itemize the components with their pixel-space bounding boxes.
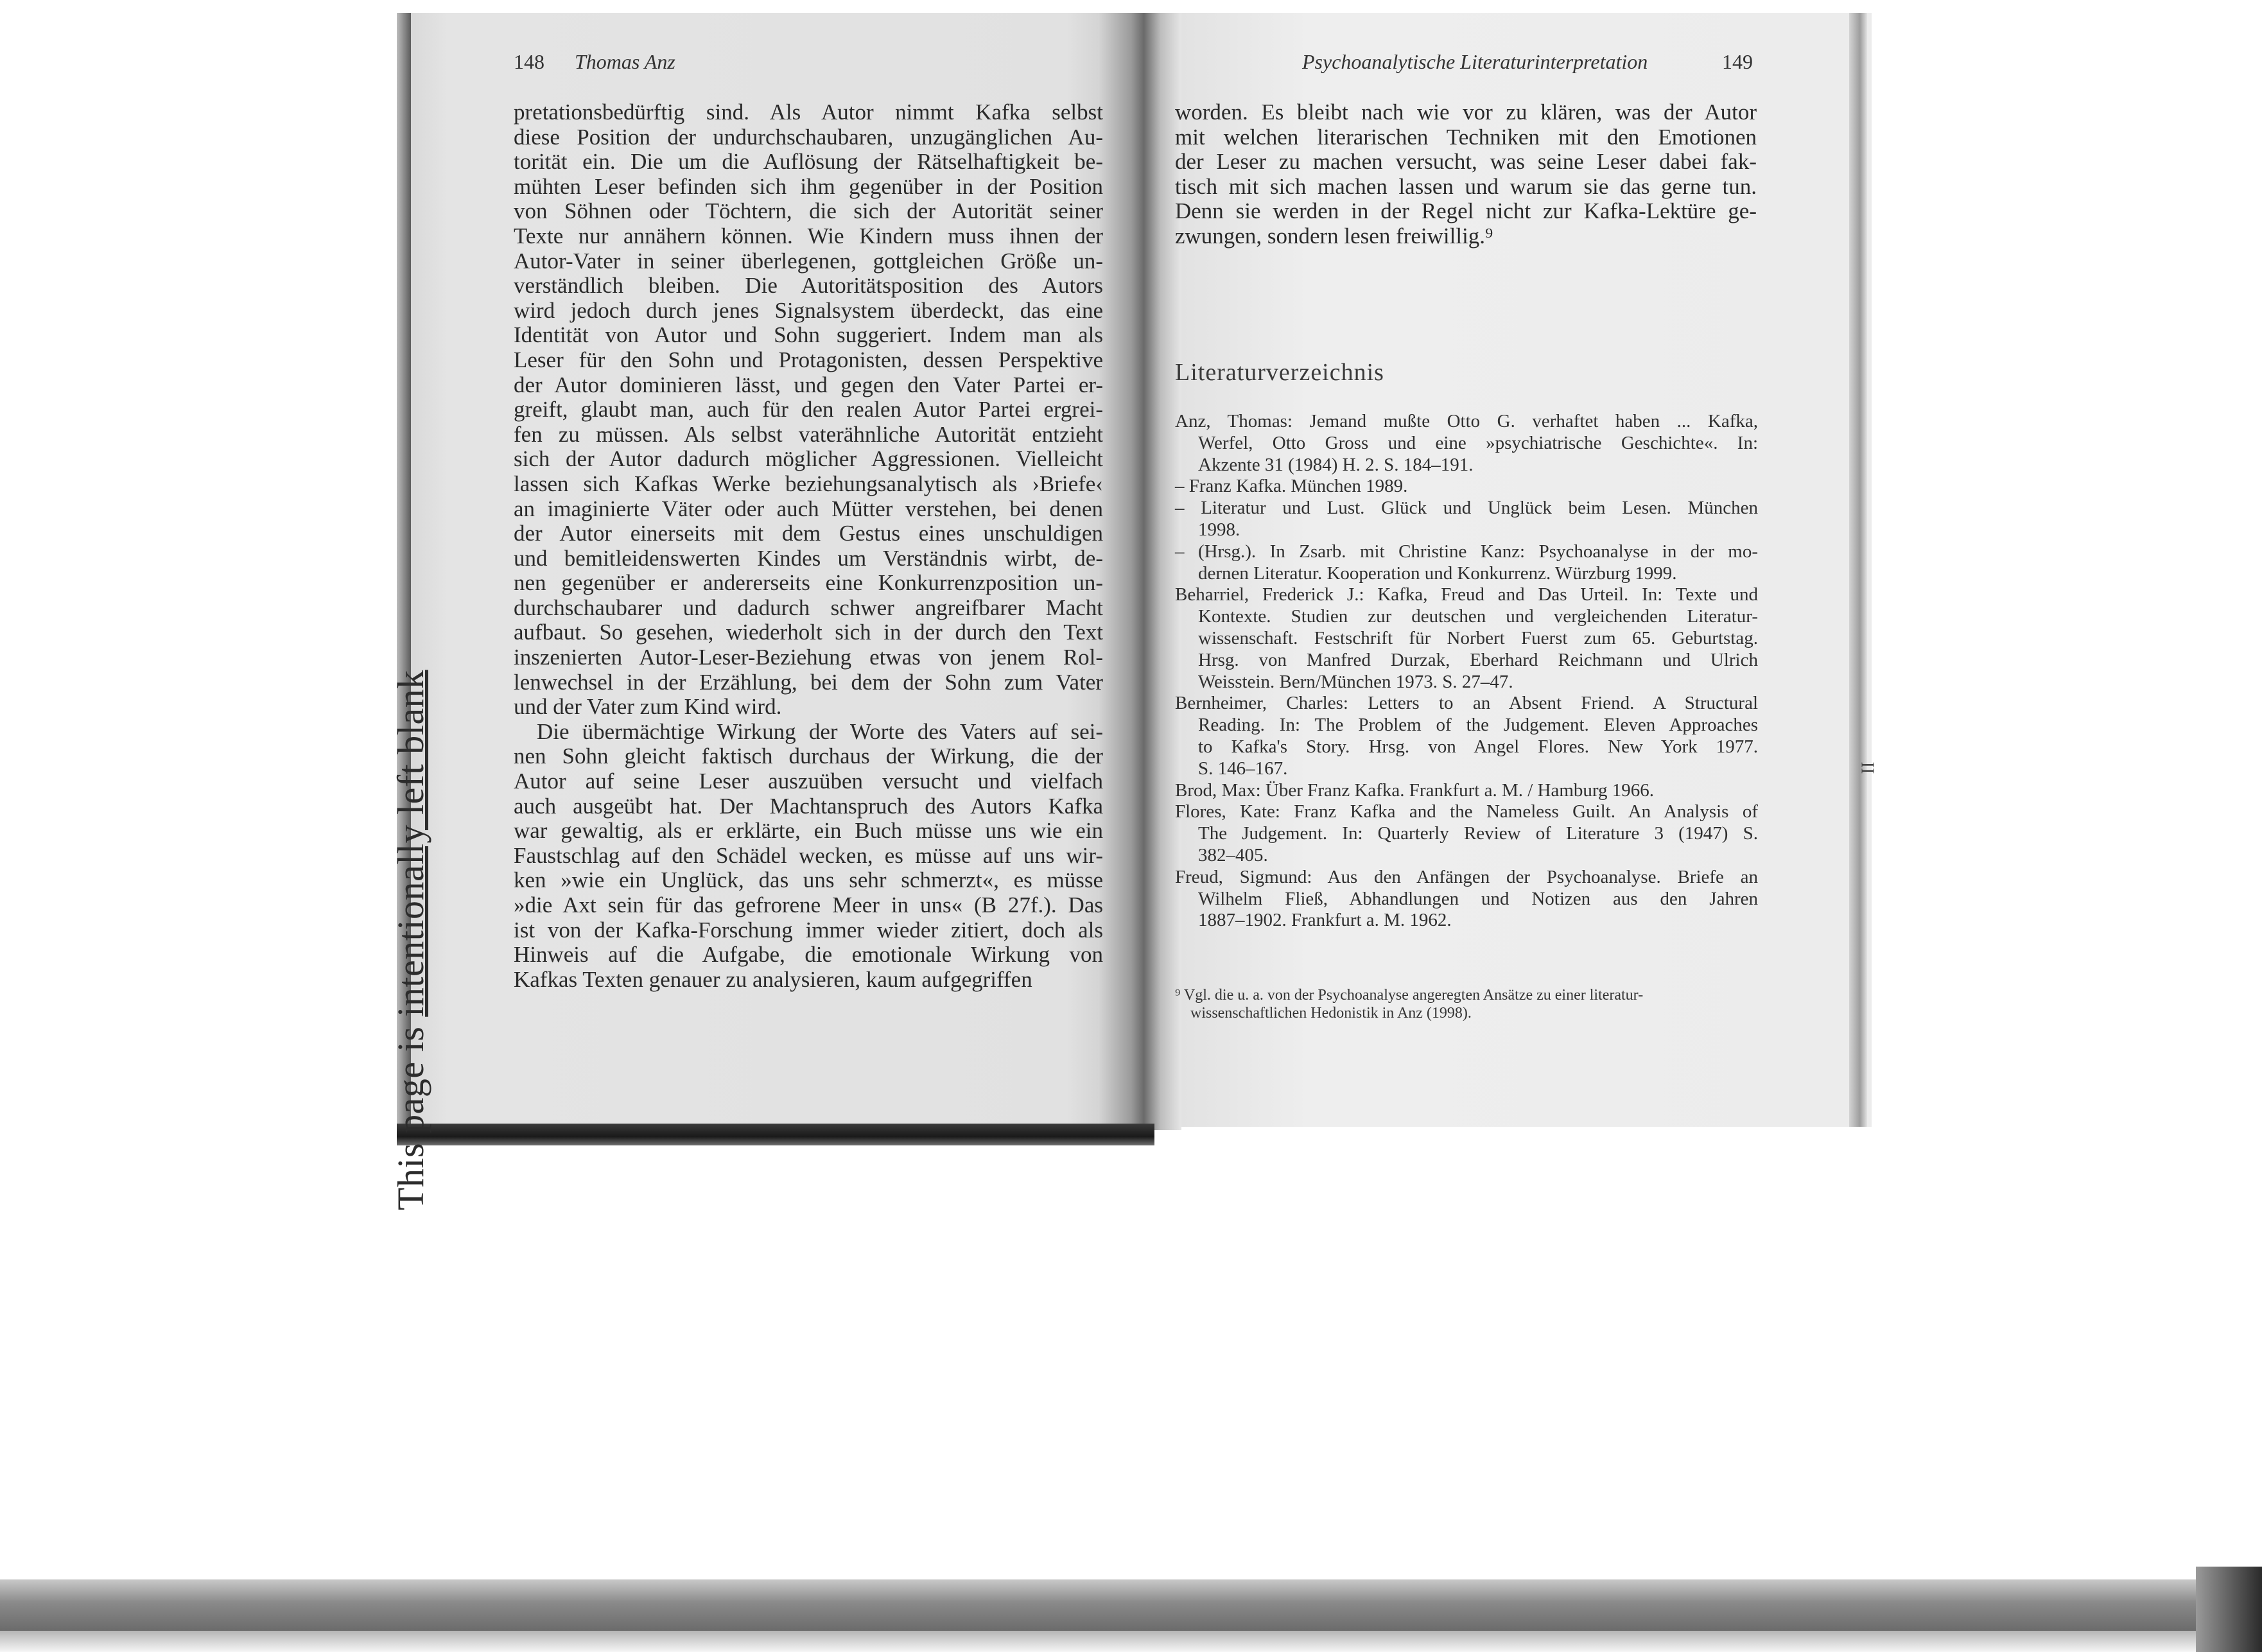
footnote-line: wissenschaftlichen Hedonistik in Anz (1998). [1190,1005,1472,1022]
reference-line: Werfel, Otto Gross und eine »psychiatrische Geschichte«. In: [1198,432,1758,453]
text-line: pretationsbedürftig sind. Als Autor nimmt Kafka selbst [514,100,1103,125]
reference-line: – Franz Kafka. München 1989. [1175,476,1408,497]
text-line: Autor auf seine Leser auszuüben versucht und vielfach [514,769,1103,794]
text-line: auch ausgeübt hat. Der Machtanspruch des Autors Kafka [514,793,1103,819]
text-line: tisch mit sich machen lassen und warum sie das gerne tun. [1175,173,1757,199]
scanner-corner-shadow [2196,1567,2262,1652]
reference-line: Hrsg. von Manfred Durzak, Eberhard Reichmann und Ulrich [1198,649,1758,670]
scanner-shadow-band [0,1579,2262,1631]
reference-entry [1175,498,1758,541]
reference-line: Weisstein. Bern/München 1973. S. 27–47. [1198,671,1513,692]
footnote-line: ⁹ Vgl. die u. a. von der Psychoanalyse angeregten Ansätze zu einer literatur- [1175,987,1644,1004]
right-running-head: Psychoanalytische Literaturinterpretation [1302,50,1648,73]
reference-line: Freud, Sigmund: Aus den Anfängen der Psychoanalyse. Briefe an [1175,866,1758,887]
left-page-bottom-edge [397,1124,1154,1145]
text-line: der Autor dominieren lässt, und gegen den Vater Partei er- [514,372,1103,397]
reference-entry [1175,801,1758,866]
text-line: der Leser zu machen versucht, was seine Leser dabei fak- [1175,149,1757,175]
reference-line: Wilhelm Fließ, Abhandlungen und Notizen aus den Jahren [1198,888,1758,909]
text-line: sich der Autor dadurch möglicher Aggressionen. Vielleicht [514,446,1103,472]
reference-line: Akzente 31 (1984) H. 2. S. 184–191. [1198,454,1474,475]
text-line: durchschaubarer und dadurch schwer angreifbarer Macht [514,595,1103,620]
text-line: ken »wie ein Unglück, das uns sehr schmerzt«, es müsse [514,867,1103,893]
section-title: Literaturverzeichnis [1175,359,1384,386]
reference-list [1175,411,1758,932]
text-line: mühten Leser befinden sich ihm gegenüber in der Position [514,173,1103,199]
footnote [1175,986,1753,1022]
reference-entry [1175,693,1758,779]
text-line: nen gegenüber er andererseits eine Konkurrenzposition un- [514,570,1103,596]
reference-entry [1175,867,1758,932]
text-line: aufbaut. So gesehen, wiederholt sich in der durch den Text [514,620,1103,645]
reference-entry [1175,411,1758,476]
reference-line: Anz, Thomas: Jemand mußte Otto G. verhaftet haben ... Kafka, [1175,411,1758,431]
blank-page-notice: This page is intentionally left blank [390,670,431,1210]
reference-line: S. 146–167. [1198,758,1288,779]
text-line: zwungen, sondern lesen freiwillig.⁹ [1175,223,1493,248]
reference-entry [1175,780,1758,802]
text-line: greift, glaubt man, auch für den realen Autor Partei ergrei- [514,397,1103,422]
reference-line: Beharriel, Frederick J.: Kafka, Freud and Das Urteil. In: Texte und [1175,584,1758,605]
text-line: Leser für den Sohn und Protagonisten, dessen Perspektive [514,347,1103,372]
text-line: »die Axt sein für das gefrorene Meer in uns« (B 27f.). Das [514,892,1103,917]
reference-line: Brod, Max: Über Franz Kafka. Frankfurt a. M. / Hamburg 1966. [1175,779,1655,801]
margin-mark: II [1857,761,1877,774]
left-body-text [514,100,1103,992]
reference-line: Flores, Kate: Franz Kafka and the Nameless Guilt. An Analysis of [1175,801,1758,822]
text-line: an imaginierte Väter oder auch Mütter verstehen, bei denen [514,496,1103,521]
reference-line: The Judgement. In: Quarterly Review of Literature 3 (1947) S. [1198,823,1758,844]
reference-entry [1175,541,1758,585]
reference-line: – (Hrsg.). In Zsarb. mit Christine Kanz: Psychoanalyse in der mo- [1175,541,1758,562]
reference-line: 1887–1902. Frankfurt a. M. 1962. [1198,910,1452,931]
text-line: Kafkas Texten genauer zu analysieren, kaum aufgegriffen [514,966,1032,992]
reference-line: – Literatur und Lust. Glück und Unglück beim Lesen. München [1175,498,1758,519]
text-line: und bemitleidenswerten Kindes um Verständnis wirbt, de- [514,545,1103,571]
right-page-edge [1849,13,1867,1127]
right-body-text [1175,100,1757,249]
text-line: ist von der Kafka-Forschung immer wieder zitiert, doch als [514,917,1103,943]
text-line: mit welchen literarischen Techniken mit den Emotionen [1175,124,1757,150]
text-line: lassen sich Kafkas Werke beziehungsanalytisch als ›Briefe‹ [514,471,1103,496]
text-line: Die übermächtige Wirkung der Worte des Vaters auf sei- [537,718,1103,744]
text-line: war gewaltig, als er erklärte, ein Buch müsse uns wie ein [514,818,1103,844]
reference-line: dernen Literatur. Kooperation und Konkurrenz. Würzburg 1999. [1198,562,1677,584]
text-line: Texte nur annähern können. Wie Kindern muss ihnen der [514,223,1103,248]
book-gutter [1098,13,1181,1130]
reference-line: to Kafka's Story. Hrsg. von Angel Flores. New York 1977. [1198,736,1758,757]
text-line: fen zu müssen. Als selbst vaterähnliche Autorität entzieht [514,421,1103,447]
text-line: nen Sohn gleicht faktisch durchaus der Wirkung, die der [514,743,1103,769]
scanner-shadow-fade [0,1631,2262,1652]
text-line: der Autor einerseits mit dem Gestus eines unschuldigen [514,521,1103,546]
text-line: Identität von Autor und Sohn suggeriert. Indem man als [514,322,1103,348]
left-running-head: Thomas Anz [575,50,675,73]
text-line: und der Vater zum Kind wird. [514,694,782,720]
right-page-number: 149 [1722,50,1753,73]
reference-line: 1998. [1198,519,1240,540]
text-line: wird jedoch durch jenes Signalsystem überdeckt, das eine [514,297,1103,323]
reference-entry [1175,584,1758,693]
text-line: inszenierten Autor-Leser-Beziehung etwas von jenem Rol- [514,645,1103,670]
text-line: von Söhnen oder Töchtern, die sich der Autorität seiner [514,198,1103,224]
reference-line: Reading. In: The Problem of the Judgement. Eleven Approaches [1198,715,1758,736]
reference-line: wissenschaft. Festschrift für Norbert Fuerst zum 65. Geburtstag. [1198,627,1758,648]
text-line: lenwechsel in der Erzählung, bei dem der Sohn zum Vater [514,669,1103,695]
reference-line: 382–405. [1198,844,1268,865]
text-line: diese Position der undurchschaubaren, unzugänglichen Au- [514,124,1103,150]
text-line: Denn sie werden in der Regel nicht zur Kafka-Lektüre ge- [1175,198,1757,224]
text-line: torität ein. Die um die Auflösung der Rätselhaftigkeit be- [514,149,1103,175]
text-line: Autor-Vater in seiner überlegenen, gottgleichen Größe un- [514,248,1103,274]
left-page-number: 148 [514,50,544,73]
reference-line: Kontexte. Studien zur deutschen und vergleichenden Literatur- [1198,606,1758,627]
reference-line: Bernheimer, Charles: Letters to an Absent Friend. A Structural [1175,693,1758,714]
text-line: Hinweis auf die Aufgabe, die emotionale Wirkung von [514,942,1103,968]
text-line: worden. Es bleibt nach wie vor zu klären, was der Autor [1175,100,1757,125]
text-line: verständlich bleiben. Die Autoritätsposition des Autors [514,273,1103,299]
reference-entry [1175,476,1758,498]
text-line: Faustschlag auf den Schädel wecken, es müsse auf uns wir- [514,842,1103,868]
